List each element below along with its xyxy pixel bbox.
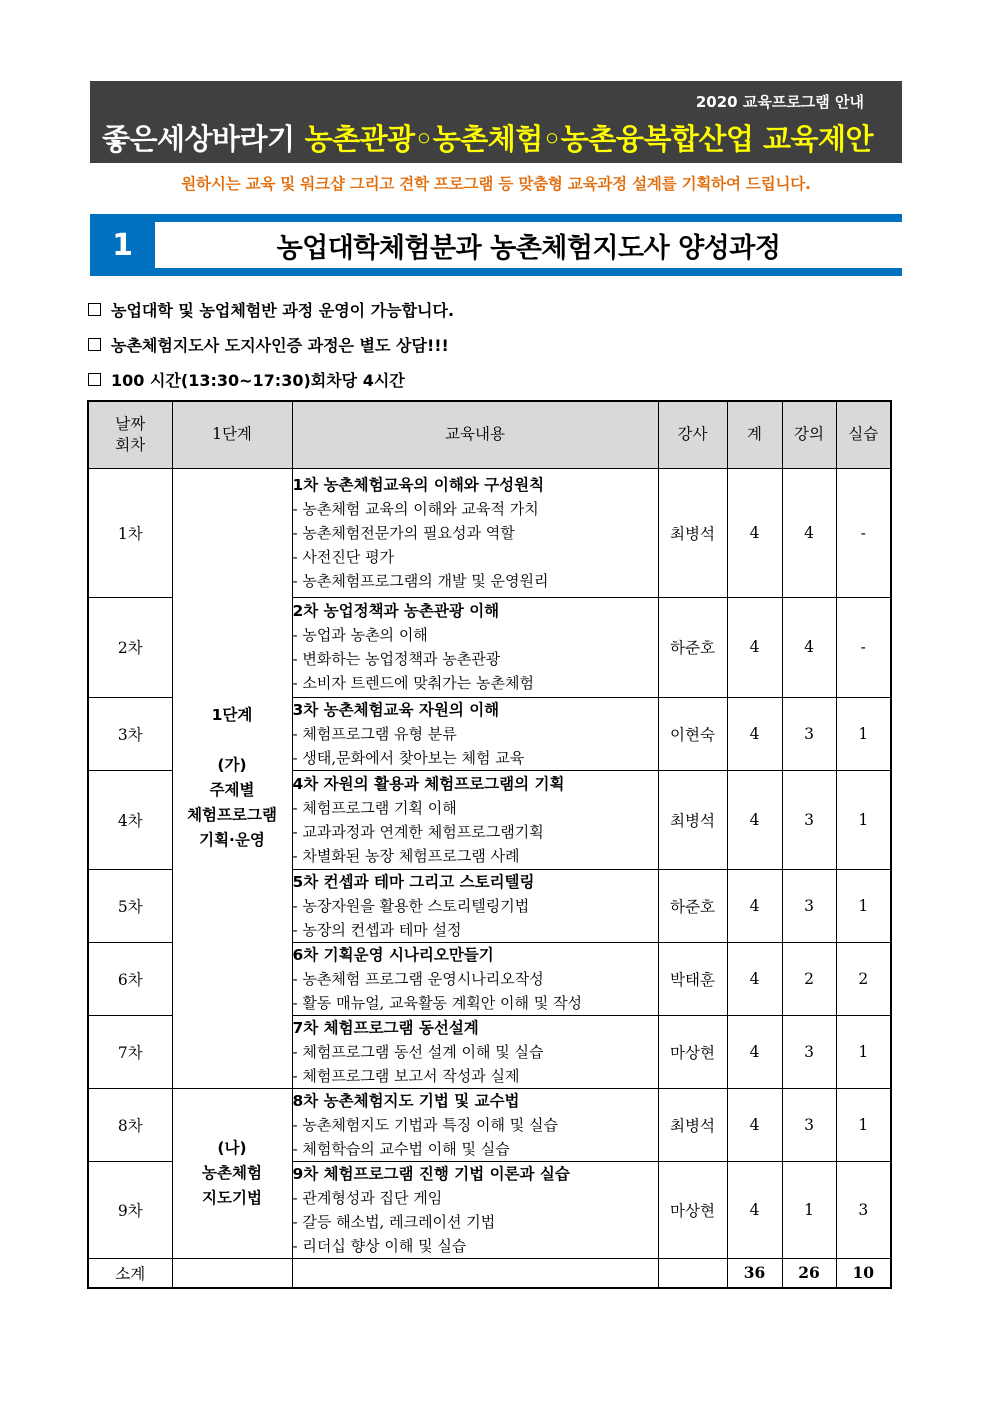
content-item: - 생태,문화에서 찾아보는 체험 교육 xyxy=(292,748,525,767)
total-cell: 4 xyxy=(727,770,782,869)
content-cell xyxy=(292,869,658,942)
practice-cell: 1 xyxy=(836,1088,891,1161)
practice-cell: 1 xyxy=(836,869,891,942)
schedule-table xyxy=(87,400,892,1289)
stage-line: 지도기법 xyxy=(202,1188,262,1207)
content-item: - 활동 매뉴얼, 교육활동 계획안 이해 및 작성 xyxy=(292,993,583,1012)
content-item: - 변화하는 농업정책과 농촌관광 xyxy=(292,650,501,668)
section-bottom-rule xyxy=(90,268,902,276)
total-cell: 4 xyxy=(727,1088,782,1161)
practice-cell: 1 xyxy=(836,770,891,869)
stage-cell xyxy=(172,1088,292,1258)
content-item: - 체험프로그램 동선 설계 이해 및 실습 xyxy=(292,1042,544,1061)
instructor-cell: 하준호 xyxy=(658,597,727,697)
session-cell: 8차 xyxy=(88,1088,172,1161)
empty-cell xyxy=(292,1258,658,1288)
content-item: - 체험프로그램 기획 이해 xyxy=(292,798,457,817)
checkbox-square-icon xyxy=(88,303,101,316)
practice-cell: - xyxy=(836,597,891,697)
content-item: - 농촌체험지도 기법과 특징 이해 및 실습 xyxy=(292,1115,559,1134)
session-title: 1차 농촌체험교육의 이해와 구성원칙 xyxy=(292,475,545,494)
content-item: - 갈등 해소법, 레크레이션 기법 xyxy=(292,1212,496,1231)
session-title: 3차 농촌체험교육 자원의 이해 xyxy=(292,700,500,719)
content-item: - 농촌체험 교육의 이해와 교육적 가치 xyxy=(292,499,539,518)
stage-line: 체험프로그램 xyxy=(187,806,277,824)
checkbox-square-icon xyxy=(88,373,101,386)
content-item: - 관계형성과 집단 게임 xyxy=(292,1188,443,1207)
instructor-cell: 최병석 xyxy=(658,468,727,597)
subtotal-practice: 10 xyxy=(836,1258,891,1288)
content-item: - 체험학습의 교수법 이해 및 실습 xyxy=(292,1139,510,1158)
bullet-item xyxy=(88,368,405,391)
col-header-content: 교육내용 xyxy=(292,401,658,468)
bullet-text: 농촌체험지도사 도지사인증 과정은 별도 상담!!! xyxy=(111,336,449,355)
content-cell xyxy=(292,770,658,869)
instructor-cell: 이현숙 xyxy=(658,697,727,770)
session-cell: 5차 xyxy=(88,869,172,942)
total-cell: 4 xyxy=(727,942,782,1015)
content-cell xyxy=(292,597,658,697)
lecture-cell: 4 xyxy=(782,468,836,597)
header-title-org: 좋은세상바라기 xyxy=(102,122,295,156)
table-header-row xyxy=(88,401,891,468)
instructor-cell: 박태훈 xyxy=(658,942,727,1015)
col-header-stage: 1단계 xyxy=(172,401,292,468)
session-cell: 6차 xyxy=(88,942,172,1015)
header-subtitle: 2020 교육프로그램 안내 xyxy=(695,93,864,111)
session-title: 2차 농업정책과 농촌관광 이해 xyxy=(292,602,500,620)
stage-line: (나) xyxy=(217,1138,247,1157)
total-cell: 4 xyxy=(727,1161,782,1258)
bullet-text: 100 시간(13:30~17:30)회차당 4시간 xyxy=(111,371,405,390)
bullet-item xyxy=(88,333,449,356)
lecture-cell: 2 xyxy=(782,942,836,1015)
session-title: 8차 농촌체험지도 기법 및 교수법 xyxy=(292,1091,520,1110)
session-cell: 4차 xyxy=(88,770,172,869)
session-title: 5차 컨셉과 테마 그리고 스토리텔링 xyxy=(292,872,535,891)
stage-line: 1단계 xyxy=(211,706,253,724)
content-cell xyxy=(292,697,658,770)
header-title xyxy=(102,117,873,158)
table-body xyxy=(88,468,891,1288)
stage-line: (가) xyxy=(217,756,247,774)
table-row xyxy=(88,468,891,597)
content-item: - 교과과정과 연계한 체험프로그램기획 xyxy=(292,822,544,841)
content-item: - 체험프로그램 유형 분류 xyxy=(292,724,457,743)
content-cell xyxy=(292,1015,658,1088)
lecture-cell: 3 xyxy=(782,1015,836,1088)
checkbox-square-icon xyxy=(88,338,101,351)
col-header-instructor: 강사 xyxy=(658,401,727,468)
content-cell xyxy=(292,468,658,597)
session-title: 4차 자원의 활용과 체험프로그램의 기획 xyxy=(292,774,565,793)
practice-cell: 1 xyxy=(836,697,891,770)
session-cell: 2차 xyxy=(88,597,172,697)
bullet-item xyxy=(88,298,454,321)
col-header-session: 날짜 회차 xyxy=(88,401,172,468)
session-title: 6차 기획운영 시나리오만들기 xyxy=(292,945,494,964)
session-cell: 9차 xyxy=(88,1161,172,1258)
content-item: - 체험프로그램 보고서 작성과 실제 xyxy=(292,1066,520,1085)
content-item: - 농촌체험프로그램의 개발 및 운영원리 xyxy=(292,571,549,590)
bullet-text: 농업대학 및 농업체험반 과정 운영이 가능합니다. xyxy=(111,301,455,320)
lecture-cell: 3 xyxy=(782,697,836,770)
stage-line xyxy=(173,728,292,753)
lecture-cell: 1 xyxy=(782,1161,836,1258)
subtotal-row xyxy=(88,1258,891,1288)
session-cell: 3차 xyxy=(88,697,172,770)
subtotal-label: 소계 xyxy=(88,1258,172,1288)
content-cell xyxy=(292,1088,658,1161)
content-item: - 농촌체험전문가의 필요성과 역할 xyxy=(292,523,515,542)
practice-cell: 2 xyxy=(836,942,891,1015)
instructor-cell: 하준호 xyxy=(658,869,727,942)
stage-cell xyxy=(172,468,292,1088)
instructor-cell: 최병석 xyxy=(658,770,727,869)
total-cell: 4 xyxy=(727,869,782,942)
stage-line: 기획·운영 xyxy=(199,831,265,849)
total-cell: 4 xyxy=(727,468,782,597)
content-cell xyxy=(292,942,658,1015)
section-title: 농업대학체험분과 농촌체험지도사 양성과정 xyxy=(276,232,781,264)
stage-line: 농촌체험 xyxy=(202,1163,262,1182)
header-title-topic: 농촌관광◦농촌체험◦농촌융복합산업 교육제안 xyxy=(304,122,874,156)
lecture-cell: 3 xyxy=(782,1088,836,1161)
content-item: - 농장의 컨셉과 테마 설정 xyxy=(292,920,462,939)
content-item: - 사전진단 평가 xyxy=(292,547,395,566)
col-header-lecture: 강의 xyxy=(782,401,836,468)
header-notice: 원하시는 교육 및 워크샵 그리고 견학 프로그램 등 맞춤형 교육과정 설계를 기획하여 드립니다. xyxy=(181,175,811,193)
lecture-cell: 3 xyxy=(782,770,836,869)
practice-cell: 3 xyxy=(836,1161,891,1258)
section-number: 1 xyxy=(90,214,155,276)
subtotal-lecture: 26 xyxy=(782,1258,836,1288)
practice-cell: - xyxy=(836,468,891,597)
subtotal-total: 36 xyxy=(727,1258,782,1288)
practice-cell: 1 xyxy=(836,1015,891,1088)
total-cell: 4 xyxy=(727,697,782,770)
session-title: 7차 체험프로그램 동선설계 xyxy=(292,1018,479,1037)
content-item: - 농촌체험 프로그램 운영시나리오작성 xyxy=(292,969,544,988)
empty-cell xyxy=(658,1258,727,1288)
section-top-rule xyxy=(90,214,902,222)
content-item: - 농업과 농촌의 이해 xyxy=(292,626,428,644)
content-item: - 소비자 트렌드에 맞춰가는 농촌체험 xyxy=(292,674,534,692)
lecture-cell: 4 xyxy=(782,597,836,697)
table-row xyxy=(88,1088,891,1161)
total-cell: 4 xyxy=(727,597,782,697)
total-cell: 4 xyxy=(727,1015,782,1088)
col-header-practice: 실습 xyxy=(836,401,891,468)
session-cell: 1차 xyxy=(88,468,172,597)
header-banner xyxy=(90,81,902,163)
content-item: - 차별화된 농장 체험프로그램 사례 xyxy=(292,846,520,865)
session-cell: 7차 xyxy=(88,1015,172,1088)
col-header-total: 계 xyxy=(727,401,782,468)
empty-cell xyxy=(172,1258,292,1288)
content-cell xyxy=(292,1161,658,1258)
lecture-cell: 3 xyxy=(782,869,836,942)
instructor-cell: 마상현 xyxy=(658,1015,727,1088)
instructor-cell: 최병석 xyxy=(658,1088,727,1161)
stage-line: 주제별 xyxy=(209,781,255,799)
session-title: 9차 체험프로그램 진행 기법 이론과 실습 xyxy=(292,1164,570,1183)
instructor-cell: 마상현 xyxy=(658,1161,727,1258)
content-item: - 농장자원을 활용한 스토리텔링기법 xyxy=(292,896,530,915)
content-item: - 리더십 향상 이해 및 실습 xyxy=(292,1236,467,1255)
